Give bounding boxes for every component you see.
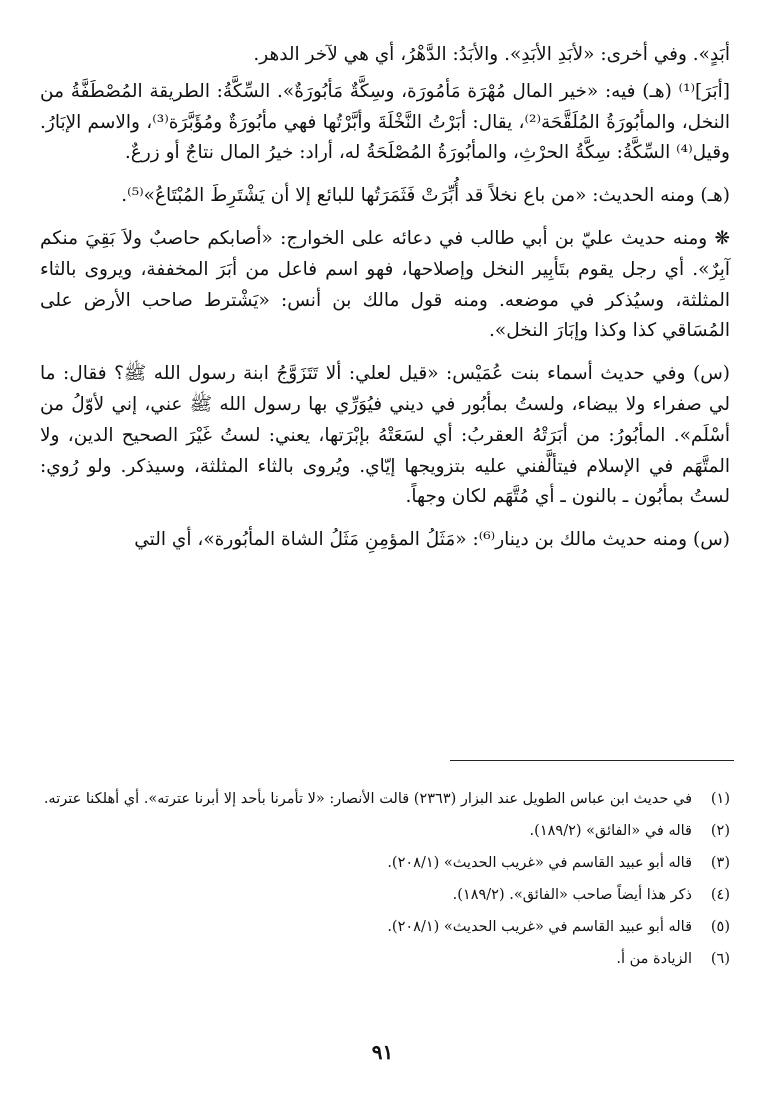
main-text [40, 40, 730, 568]
paragraph-5: (س) وفي حديث أسماء بنت عُمَيْس: «قيل لعلي: ألا تَتَزَوَّجُ ابنة رسول الله ﷺ؟ فقال: ما لي صفراء ولا بيضاء، ولستُ بمأبُور في ديني فيُوَرِّي بها رسول الله ﷺ عني، إني لأوّلُ من أسْلَم». المأبُورُ: من أبَرَتْهُ العقربُ: أي لسَعَتْهُ بإبْرَتها، يعني: لستُ غَيْرَ الصحيح الدين، ولا المتَّهَم في الإسلام فيتألَّفني عليه بتزويجها إيّاي. ويُروى بالثاء المثلثة، وسيذكر. ولو رُوي: لستُ بمأبُون ـ بالنون ـ أي مُتَّهَم لكان وجهاً. [40, 363, 730, 508]
footnote-number: (٤) [710, 887, 730, 903]
footnote-text: قاله أبو عبيد القاسم في «غريب الحديث» (٢٠٨/١). [387, 919, 692, 935]
paragraph-3: (هـ) ومنه الحديث: «من باع نخلاً قد أُبِّرَتْ فَثَمَرَتُها للبائع إلا أن يَشْتَرِطَ المُبْتَاعُ»⁽⁵⁾. [121, 185, 730, 207]
footnote-text: ذكر هذا أيضاً صاحب «الفائق». (١٨٩/٢). [452, 887, 692, 903]
footnote-item [40, 884, 730, 906]
footnote-item [40, 916, 730, 938]
footnote-number: (٣) [710, 855, 730, 871]
paragraph-6: (س) ومنه حديث مالك بن دينار⁽⁶⁾: «مَثَلُ المؤمِنِ مَثَلُ الشاة المأبُورة»، أي التي [134, 529, 730, 551]
footnote-divider [450, 760, 734, 761]
footnotes [40, 788, 730, 980]
paragraph-1: أبَدٍ». وفي أخرى: «لأبَدِ الأبَدِ». والأبَدُ: الدَّهْرُ، أي هي لآخر الدهر. [253, 44, 730, 65]
footnote-number: (١) [710, 791, 730, 807]
footnote-number: (٢) [710, 823, 730, 839]
footnote-number: (٥) [710, 919, 730, 935]
footnote-text: قاله أبو عبيد القاسم في «غريب الحديث» (٢٠٨/١). [387, 855, 692, 871]
footnote-text: الزيادة من أ. [616, 951, 692, 967]
page-number: ٩١ [371, 1040, 394, 1064]
footnote-item [40, 948, 730, 970]
footnote-item [40, 788, 730, 810]
footnote-text: في حديث ابن عباس الطويل عند البزار (٢٣٦٣) قالت الأنصار: «لا تأمرنا بأحد إلا أبرنا عترته». أي أهلكنا عترته. [43, 791, 692, 807]
footnote-number: (٦) [710, 951, 730, 967]
footnote-text: قاله في «الفائق» (١٨٩/٢). [529, 823, 692, 839]
paragraph-2: [أبَرَ]⁽¹⁾ (هـ) فيه: «خير المال مُهْرَة مَأمُورَة، وسِكَّةٌ مَأبُورَةٌ». السِّكَّةُ: الطريقة المُصْطَفَّةُ من النخل، والمأبُورَةُ المُلَقَّحَة⁽²⁾، يقال: أبَرْتُ النَّخْلَةَ وأبَّرْتُها فهي مأبُورَةٌ ومُؤَبَّرَة⁽³⁾، والاسم الإبَارُ. وقيل⁽⁴⁾ السِّكَّةُ: سِكَّةُ الحرْثِ، والمأبُورَةُ المُصْلَحَةُ له، أراد: خيرُ المال نتاجٌ أو زرعٌ. [40, 80, 730, 164]
footnote-item [40, 820, 730, 842]
footnote-item [40, 852, 730, 874]
paragraph-4: ❋ ومنه حديث عليّ بن أبي طالب في دعائه على الخوارج: «أصابكم حاصبٌ ولاَ بَقِيَ منكم آبِرٌ». أي رجل يقوم بتَأبِير النخل وإصلاحها، فهو اسم فاعل من أبَرَ المخففة، ويروى بالثاء المثلثة، وسيُذكر في موضعه. ومنه قول مالك بن أنس: «يَشْترط صاحب الأرض على المُسَاقي كذا وكذا وإبَارَ النخل». [40, 227, 730, 342]
